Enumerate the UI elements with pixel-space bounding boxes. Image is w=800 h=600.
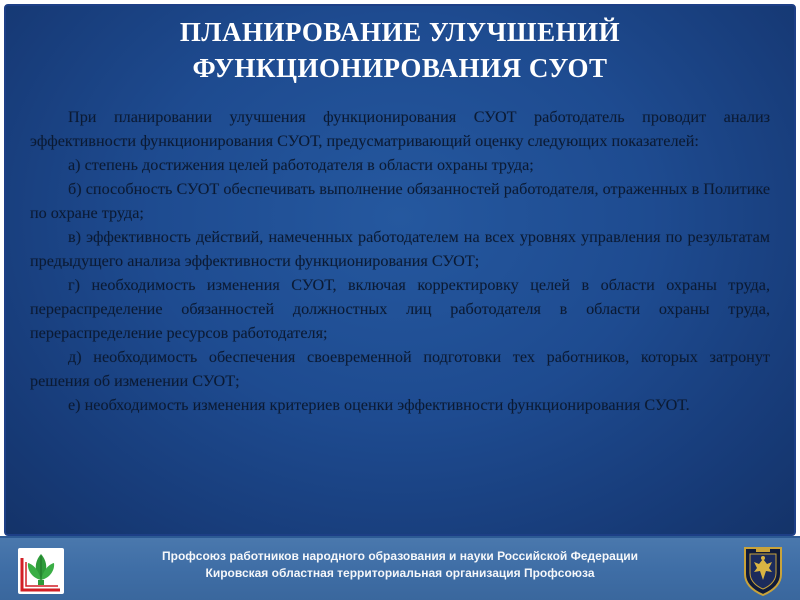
intro-paragraph: При планировании улучшения функционирования СУОТ работодатель проводит анализ эффективности функционирования СУОТ, предусматривающий оценку следующих показателей: xyxy=(30,108,770,150)
trade-union-logo-icon xyxy=(18,548,64,594)
item-b: б) способность СУОТ обеспечивать выполнение обязанностей работодателя, отраженных в Политике по охране труда; xyxy=(30,180,770,222)
slide-title xyxy=(0,14,800,86)
footer-line-1: Профсоюз работников народного образования и науки Российской Федерации xyxy=(162,549,638,563)
emblem-shield-icon xyxy=(742,544,784,596)
footer-line-2: Кировская областная территориальная организация Профсоюза xyxy=(205,566,595,580)
item-v: в) эффективность действий, намеченных работодателем на всех уровнях управления по результатам предыдущего анализа эффективности функционирования СУОТ; xyxy=(30,228,770,270)
footer-bar xyxy=(0,536,800,600)
footer-text xyxy=(80,548,720,582)
item-g: г) необходимость изменения СУОТ, включая корректировку целей в области охраны труда, перераспределение обязанностей должностных лиц работодателя в области охраны труда, перераспределение ресурсов работодателя; xyxy=(30,276,770,342)
item-e: е) необходимость изменения критериев оценки эффективности функционирования СУОТ. xyxy=(68,396,690,414)
title-line-1: ПЛАНИРОВАНИЕ УЛУЧШЕНИЙ xyxy=(179,17,621,47)
item-a: а) степень достижения целей работодателя в области охраны труда; xyxy=(68,156,534,174)
body-text xyxy=(30,105,770,417)
item-d: д) необходимость обеспечения своевременной подготовки тех работников, которых затронут решения об изменении СУОТ; xyxy=(30,348,770,390)
title-line-2: ФУНКЦИОНИРОВАНИЯ СУОТ xyxy=(192,53,608,83)
